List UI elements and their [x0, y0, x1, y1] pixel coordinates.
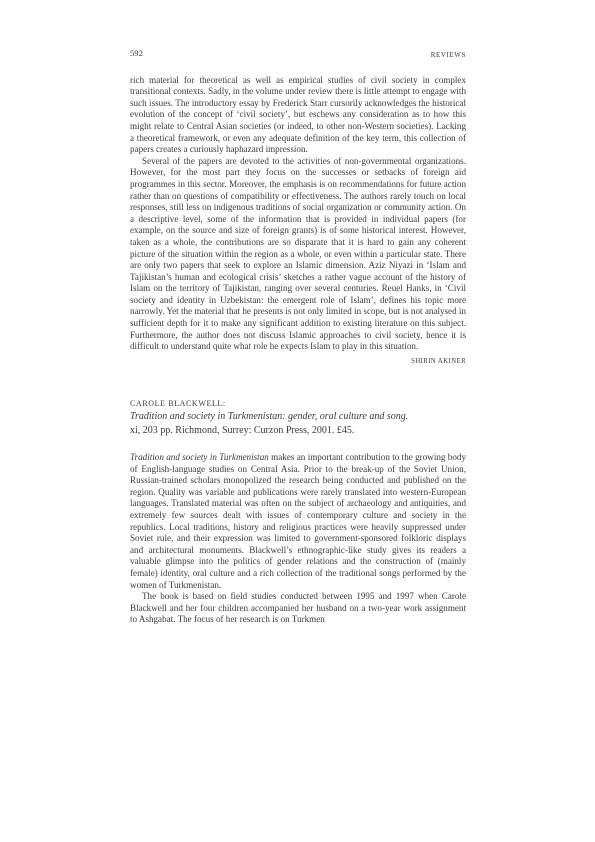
reviewer-signature: SHIRIN AKINER — [411, 357, 466, 365]
paragraph-text: makes an important contribution to the growing body of English-language studies on Central Asia. Prior to the break-up of the Soviet Union, Russian-trained scholars monopolized the research being conducted and published on the region. Quality was variable and publications were rarely translated into western-European languages. Translated material was often on the subject of archaeology and antiquities, and extremely few sources dealt with issues of contemporary culture and society in the republics. Local traditions, history and religious practices were heavily suppressed under Soviet rule, and their expression was limited to government-sponsored folkloric displays and architectural monuments. Blackwell’s ethnographic-like study gives its readers a valuable glimpse into the politics of gender relations and the construction of (mainly female) identity, oral culture and a rich collection of the traditional songs performed by the women of Turkmenistan. — [130, 452, 466, 590]
review-body — [130, 452, 466, 626]
paragraph: The book is based on field studies conducted between 1995 and 1997 when Carole Blackwell and her four children accompanied her husband on a two-year work assignment to Ashgabat. The focus of her research is on Turkmen — [130, 591, 466, 625]
book-author: CAROLE BLACKWELL: — [130, 399, 226, 409]
book-title: Tradition and society in Turkmenistan: gender, oral culture and song. — [130, 411, 409, 423]
page — [130, 48, 466, 626]
paragraph: Several of the papers are devoted to the activities of non-governmental organizations. However, for the most part they focus on the successes or setbacks of foreign aid programmes in this sector. Moreover, the emphasis is on recommendations for future action rather than on questions of compatibility or effectiveness. The authors rarely touch on local responses, still less on indigenous traditions of social organization or community action. On a descriptive level, some of the information that is provided in individual papers (for example, on the source and size of foreign grants) is of some historical interest. However, taken as a whole, the contributions are so disparate that it is hard to gain any coherent picture of the situation within the region as a whole, or even within a particular state. There are only two papers that seek to explore an Islamic dimension. Aziz Niyazi in ‘Islam and Tajikistan’s human and ecological crisis’ sketches a rather vague account of the history of Islam on the territory of Tajikistan, ranging over several centuries. Reuel Hanks, in ‘Civil society and identity in Uzbekistan: the emergent role of Islam’, defines his topic more narrowly. Yet the material that he presents is not only limited in scope, but is not analysed in sufficient depth for it to make any significant addition to existing literature on this subject. Furthermore, the author does not discuss Islamic approaches to civil society, hence it is difficult to understand quite what role he expects Islam to play in this situation. — [130, 155, 466, 352]
page-header — [130, 48, 466, 62]
review-heading — [130, 398, 466, 438]
running-title: REVIEWS — [430, 51, 466, 59]
paragraph — [130, 452, 466, 591]
review-continuation — [130, 75, 466, 368]
page-number: 592 — [130, 48, 143, 58]
book-title-inline: Tradition and society in Turkmenistan — [130, 452, 269, 463]
paragraph: rich material for theoretical as well as empirical studies of civil society in complex transitional contexts. Sadly, in the volume under review there is little attempt to engage with such issues. The introductory essay by Frederick Starr cursorily acknowledges the historical evolution of the concept of ‘civil society’, but eschews any consideration as to how this might relate to Central Asian societies (or indeed, to other non-Western societies). Lacking a theoretical framework, or even any adequate definition of the key term, this collection of papers creates a curiously haphazard impression. — [130, 74, 466, 155]
publication-details: xi, 203 pp. Richmond, Surrey: Curzon Press, 2001. £45. — [130, 425, 355, 437]
